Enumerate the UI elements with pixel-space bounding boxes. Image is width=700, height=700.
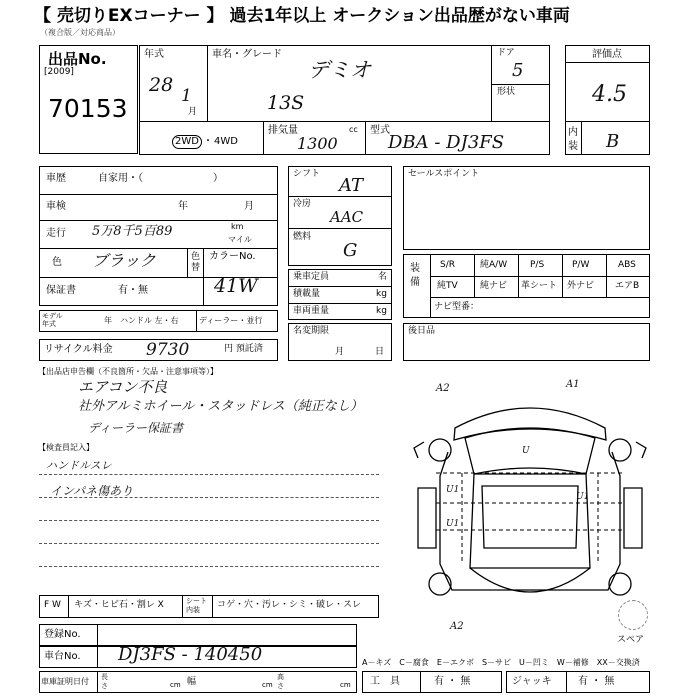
jack-value[interactable]: 有 ・ 無 bbox=[578, 676, 615, 687]
mileage-label: 走行 bbox=[46, 228, 66, 239]
spare-label: スペア bbox=[617, 635, 645, 645]
diagram-mark-7: A2 bbox=[450, 621, 464, 632]
length-unit: cm bbox=[170, 681, 181, 689]
inspector-line2: インパネ傷あり bbox=[50, 484, 134, 498]
registration-row bbox=[39, 624, 357, 646]
equip-aw: 純A/W bbox=[480, 260, 508, 270]
drive-2wd[interactable]: 2WD bbox=[172, 135, 202, 149]
displacement-label: 排気量 bbox=[268, 125, 298, 136]
diagram-mark-2: A1 bbox=[566, 379, 580, 390]
color-no-label: カラーNo. bbox=[209, 251, 256, 262]
door-value: 5 bbox=[512, 60, 524, 81]
color-value: ブラック bbox=[92, 251, 156, 270]
month-value: 1 bbox=[181, 86, 192, 106]
model-year-label: モデル年式 bbox=[42, 312, 63, 328]
interior-label: 内装 bbox=[568, 127, 578, 152]
equip-ps: P/S bbox=[530, 260, 545, 270]
equip-pw: P/W bbox=[572, 260, 590, 270]
ac-label: 冷房 bbox=[293, 199, 312, 209]
exhibitor-label: 【出品店申告欄（不良箇所・欠品・注意事項等）】 bbox=[38, 367, 218, 376]
inspector-label: 【検査員記入】 bbox=[38, 443, 94, 452]
fuel-value: G bbox=[343, 240, 358, 261]
inspector-line1: ハンドルスレ bbox=[46, 459, 112, 472]
jack-label: ジャッキ bbox=[512, 676, 552, 687]
model-label: 型式 bbox=[370, 125, 390, 136]
rating-value: 4.5 bbox=[592, 82, 627, 107]
equipment-label: 装備 bbox=[410, 263, 420, 288]
fw-items: キズ・ヒビ石・割レ X bbox=[74, 600, 164, 610]
car-diagram bbox=[410, 378, 650, 618]
month-unit: 月 bbox=[188, 107, 198, 117]
warranty-value[interactable]: 有・無 bbox=[118, 285, 148, 296]
color-change-label: 色替 bbox=[191, 252, 201, 273]
banner: 【 売切りEXコーナー 】 過去1年以上 オークション出品歴がない車両 bbox=[34, 6, 570, 26]
lot-number: 70153 bbox=[48, 94, 128, 123]
ac-value: AAC bbox=[330, 208, 364, 226]
name-value: デミオ bbox=[308, 58, 371, 82]
exhibitor-line1: エアコン不良 bbox=[78, 378, 168, 396]
deadline-month: 月 bbox=[335, 347, 345, 357]
interior-value: B bbox=[606, 131, 620, 152]
capacity-unit: 名 bbox=[378, 272, 388, 282]
width-label: 幅 bbox=[187, 677, 197, 687]
shift-label: シフト bbox=[293, 169, 321, 179]
grade-value: 13S bbox=[267, 92, 305, 114]
lot-year: [2009] bbox=[44, 67, 74, 77]
seat-items: コゲ・穴・汚レ・シミ・破レ・スレ bbox=[217, 600, 362, 610]
color-no-value: 41W bbox=[214, 275, 258, 297]
shift-value: AT bbox=[339, 175, 364, 196]
equip-tv: 純TV bbox=[437, 281, 458, 291]
capacity-label: 乗車定員 bbox=[293, 272, 330, 282]
garage-cert-label: 車庫証明日付 bbox=[41, 677, 89, 686]
drive-sep: ・ bbox=[203, 136, 213, 147]
dealer-label: ディーラー・並行 bbox=[199, 316, 263, 325]
header-clip: （複合版／対応商品） bbox=[40, 28, 120, 37]
deadline-label: 名変期限 bbox=[293, 326, 330, 336]
shape-label: 形状 bbox=[497, 87, 516, 97]
weight-unit: kg bbox=[376, 306, 387, 316]
door-label: ドア bbox=[497, 48, 515, 58]
record-label: 車歴 bbox=[46, 173, 66, 184]
mileage-mile: マイル bbox=[228, 235, 252, 244]
name-label: 車名・グレード bbox=[212, 49, 282, 60]
inspection-label: 車検 bbox=[46, 201, 66, 212]
year-value: 28 bbox=[149, 74, 174, 96]
height-unit: cm bbox=[340, 681, 351, 689]
weight-label: 車両重量 bbox=[293, 306, 330, 316]
rating-label: 評価点 bbox=[592, 49, 622, 60]
load-unit: kg bbox=[376, 289, 387, 299]
width-unit: cm bbox=[262, 681, 273, 689]
record-value: 自家用・（ ） bbox=[98, 173, 223, 184]
recycle-label: リサイクル料金 bbox=[44, 344, 113, 355]
delivery-box bbox=[403, 323, 650, 361]
load-label: 積載量 bbox=[293, 289, 321, 299]
deadline-day: 日 bbox=[375, 347, 385, 357]
mileage-value: 5万8千5百89 bbox=[92, 224, 173, 239]
exhibitor-line3: ディーラー保証書 bbox=[88, 421, 184, 435]
fuel-label: 燃料 bbox=[293, 232, 312, 242]
damage-codes: A－キズ C－腐食 E－エクボ S－サビ U－凹ミ W－補修 XX－交換済 bbox=[362, 658, 640, 667]
recycle-value: 9730 bbox=[146, 340, 190, 360]
color-label: 色 bbox=[52, 257, 62, 268]
spare-tire-icon bbox=[618, 600, 648, 630]
length-label: 長さ bbox=[101, 673, 108, 690]
year-label: 年式 bbox=[144, 49, 164, 60]
inspection-month: 月 bbox=[244, 201, 254, 212]
equip-leather: 革シート bbox=[521, 281, 558, 291]
navi-model-label: ナビ型番： bbox=[434, 302, 480, 312]
diagram-mark-1: A2 bbox=[436, 383, 450, 394]
equip-ext-navi: 外ナビ bbox=[567, 281, 595, 291]
diagram-mark-3: U bbox=[522, 446, 530, 456]
height-label: 高さ bbox=[277, 673, 284, 690]
fw-label: F W bbox=[44, 600, 61, 610]
equip-abs: ABS bbox=[618, 260, 636, 270]
equip-navi: 純ナビ bbox=[480, 281, 508, 291]
registration-label: 登録No. bbox=[44, 629, 81, 640]
recycle-unit: 円 預託済 bbox=[224, 344, 263, 354]
handle-label: ハンドル 左・右 bbox=[120, 316, 179, 325]
tools-value[interactable]: 有 ・ 無 bbox=[434, 676, 471, 687]
diagram-mark-5: U1 bbox=[576, 492, 590, 502]
exhibitor-line2: 社外アルミホイール・スタッドレス（純正なし） bbox=[78, 399, 363, 414]
seat-label: シート内装 bbox=[186, 597, 207, 614]
chassis-value: DJ3FS - 140450 bbox=[118, 644, 263, 665]
chassis-label: 車台No. bbox=[44, 651, 81, 662]
model-year-unit: 年 bbox=[104, 316, 112, 325]
mileage-km: km bbox=[231, 222, 244, 231]
diagram-mark-6: U1 bbox=[446, 519, 460, 529]
equip-sr: S/R bbox=[440, 260, 455, 270]
displacement-unit: cc bbox=[349, 125, 358, 134]
warranty-label: 保証書 bbox=[46, 285, 76, 296]
model-value: DBA - DJ3FS bbox=[388, 132, 505, 153]
delivery-label: 後日品 bbox=[408, 326, 436, 336]
drive-4wd[interactable]: 4WD bbox=[214, 136, 238, 147]
displacement-value: 1300 bbox=[297, 134, 338, 153]
tools-label: 工 具 bbox=[370, 676, 400, 687]
diagram-mark-4: U1 bbox=[446, 485, 460, 495]
inspection-year: 年 bbox=[178, 201, 188, 212]
lot-label: 出品No. bbox=[48, 50, 107, 68]
sales-point-label: セールスポイント bbox=[408, 169, 480, 179]
equip-airbag: エアB bbox=[615, 281, 640, 291]
